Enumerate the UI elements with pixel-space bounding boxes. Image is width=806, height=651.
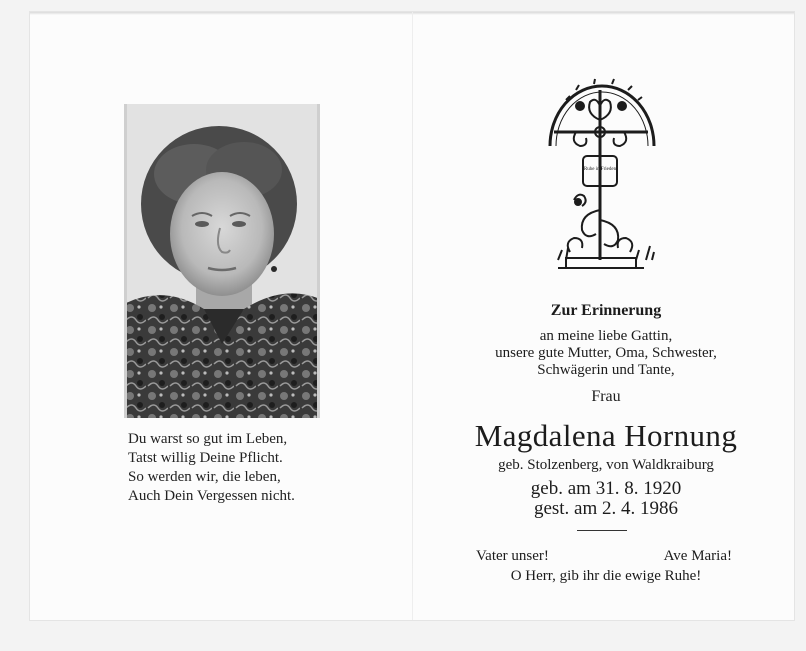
deceased-name: Magdalena Hornung — [474, 418, 738, 453]
cross-plaque-text: Ruhe in Frieden — [583, 167, 617, 172]
title-word: Frau — [591, 388, 621, 405]
wrought-iron-cross-icon — [536, 60, 666, 280]
dedication-line: Schwägerin und Tante, — [537, 362, 675, 378]
closing-prayer: O Herr, gib ihr die ewige Ruhe! — [510, 568, 702, 584]
card-fold-line — [412, 12, 413, 620]
portrait-photo — [124, 104, 320, 418]
dedication — [418, 328, 794, 379]
dedication-line: an meine liebe Gattin, — [539, 328, 673, 344]
cross-illustration — [536, 60, 666, 280]
poem-line: Tatst willig Deine Pflicht. — [128, 450, 283, 466]
portrait-illustration — [124, 104, 320, 418]
poem-line: Auch Dein Vergessen nicht. — [128, 488, 295, 504]
memorial-poem — [128, 430, 378, 506]
death-date: gest. am 2. 4. 1986 — [533, 498, 679, 519]
poem-line: Du warst so gut im Leben, — [128, 431, 288, 447]
divider-line — [577, 530, 627, 531]
card-heading: Zur Erinnerung — [550, 302, 662, 319]
dedication-line: unsere gute Mutter, Oma, Schwester, — [495, 345, 717, 361]
prayer-left: Vater unser! — [476, 548, 549, 564]
poem-line: So werden wir, die leben, — [128, 469, 281, 485]
maiden-name-origin: geb. Stolzenberg, von Waldkraiburg — [498, 457, 714, 473]
birth-date: geb. am 31. 8. 1920 — [530, 478, 682, 499]
prayer-right: Ave Maria! — [663, 548, 732, 564]
